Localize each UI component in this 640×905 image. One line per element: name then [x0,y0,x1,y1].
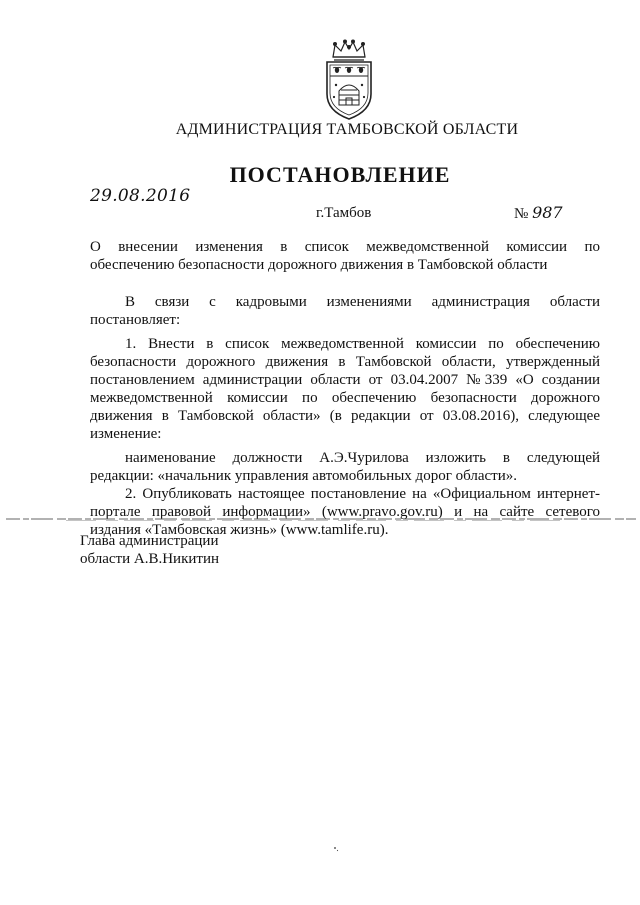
subject-line: обеспечению безопасности дорожного движения в Тамбовской области [90,257,548,273]
number-label: № [514,206,529,222]
body-line: наименование должности А.Э.Чурилова изложить в следующей [125,450,600,466]
body-line: 1. Внести в список межведомственной комиссии по обеспечению [125,336,600,352]
signature-block [80,532,219,568]
number-value: 987 [532,203,563,222]
signature-title: Глава администрации [80,533,219,549]
document-date: 29.08.2016 [90,186,191,206]
subject-line: О внесении изменения в список межведомственной комиссии по [90,239,600,255]
document-body [90,293,600,539]
body-line: 2. Опубликовать настоящее постановление на «Официальном интернет- [125,486,600,502]
document-city: г.Тамбов [316,205,372,221]
body-line: межведомственной комиссии по обеспечению безопасности дорожного [90,390,600,406]
signature-name: области А.В.Никитин [80,551,220,567]
body-line: портале правовой информации» (www.pravo.gov.ru) и на сайте сетевого [90,504,600,520]
page-separator [6,516,636,522]
body-line: издания «Тамбовская жизнь» (www.tamlife.ru). [90,522,389,538]
body-line: изменение: [90,426,162,442]
body-line: постановлением администрации области от 03.04.2007 №339 «О создании [90,372,600,388]
document-subject [90,238,600,274]
body-line: безопасности дорожного движения в Тамбовской области, утвержденный [90,354,600,370]
scan-speck [333,846,339,852]
body-line: движения в Тамбовской области» (в редакции от 03.08.2016), следующее [90,408,600,424]
organization-name: АДМИНИСТРАЦИЯ ТАМБОВСКОЙ ОБЛАСТИ [175,121,519,138]
document-type-title: ПОСТАНОВЛЕНИЕ [229,162,451,187]
body-line: редакции: «начальник управления автомобильных дорог области». [90,468,517,484]
document-number [514,203,563,224]
body-line: постановляет: [90,312,181,328]
coat-of-arms-icon [319,39,379,121]
body-line: В связи с кадровыми изменениями администрация области [125,294,600,310]
